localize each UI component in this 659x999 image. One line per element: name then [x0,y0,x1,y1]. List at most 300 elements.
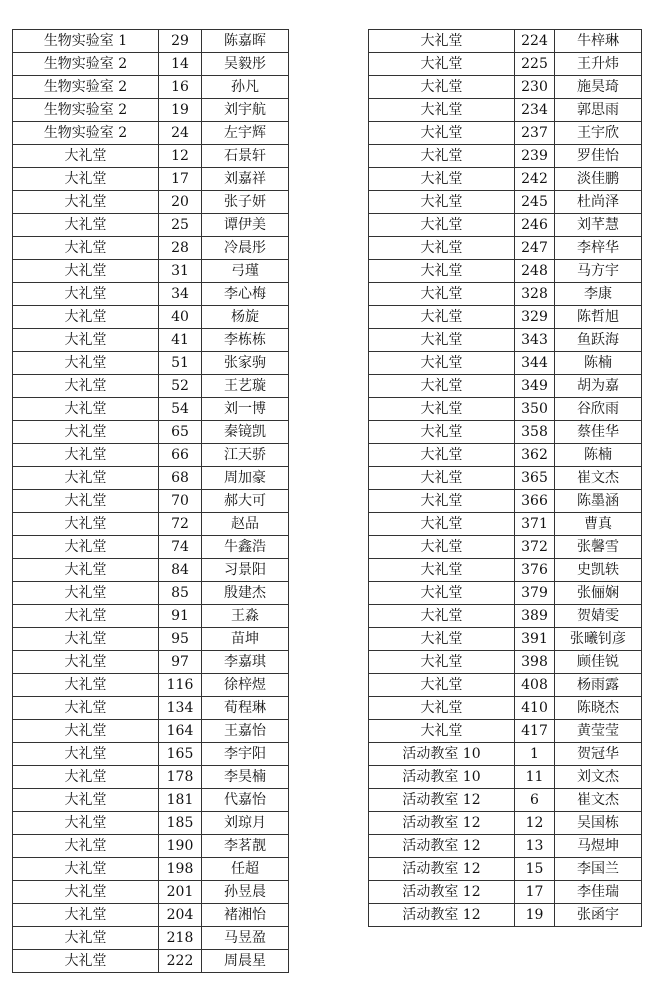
seat-number-cell: 371 [515,513,555,536]
room-cell: 大礼堂 [369,260,515,283]
seat-number-cell: 417 [515,720,555,743]
student-name-cell: 马方宇 [555,260,642,283]
room-cell: 大礼堂 [369,214,515,237]
seat-number-cell: 349 [515,375,555,398]
seat-number-cell: 40 [159,306,202,329]
seat-number-cell: 34 [159,283,202,306]
student-name-cell: 史凯轶 [555,559,642,582]
room-cell: 大礼堂 [13,145,159,168]
room-cell: 大礼堂 [369,329,515,352]
room-cell: 大礼堂 [13,513,159,536]
seat-number-cell: 344 [515,352,555,375]
room-cell: 大礼堂 [369,490,515,513]
room-cell: 大礼堂 [13,352,159,375]
table-row [13,628,289,651]
seat-number-cell: 343 [515,329,555,352]
student-name-cell: 陈楠 [555,444,642,467]
student-name-cell: 左宇辉 [202,122,289,145]
room-cell: 大礼堂 [369,467,515,490]
student-name-cell: 贺婧雯 [555,605,642,628]
table-row [13,605,289,628]
table-row [13,858,289,881]
table-row [13,421,289,444]
seat-number-cell: 185 [159,812,202,835]
seat-number-cell: 408 [515,674,555,697]
room-cell: 大礼堂 [369,444,515,467]
seat-number-cell: 19 [515,904,555,927]
seat-number-cell: 376 [515,559,555,582]
seat-number-cell: 201 [159,881,202,904]
student-name-cell: 陈嘉晖 [202,30,289,53]
room-cell: 大礼堂 [369,30,515,53]
seat-number-cell: 91 [159,605,202,628]
student-name-cell: 秦镜凯 [202,421,289,444]
room-cell: 大礼堂 [13,283,159,306]
table-row [369,835,642,858]
table-row [369,145,642,168]
table-row [369,536,642,559]
student-name-cell: 李昊楠 [202,766,289,789]
table-row [13,237,289,260]
table-row [369,421,642,444]
student-name-cell: 崔文杰 [555,789,642,812]
seat-number-cell: 6 [515,789,555,812]
room-cell: 生物实验室 2 [13,99,159,122]
table-row [13,835,289,858]
table-row [13,651,289,674]
table-row [369,375,642,398]
table-row [13,76,289,99]
table-row [13,720,289,743]
right-roster-table [368,29,642,927]
student-name-cell: 张馨雪 [555,536,642,559]
table-row [369,766,642,789]
room-cell: 生物实验室 1 [13,30,159,53]
table-row [369,214,642,237]
table-row [369,881,642,904]
student-name-cell: 李佳瑞 [555,881,642,904]
room-cell: 大礼堂 [369,421,515,444]
seat-number-cell: 97 [159,651,202,674]
seat-number-cell: 1 [515,743,555,766]
seat-number-cell: 72 [159,513,202,536]
student-name-cell: 赵品 [202,513,289,536]
student-name-cell: 刘嘉祥 [202,168,289,191]
seat-number-cell: 242 [515,168,555,191]
room-cell: 大礼堂 [13,191,159,214]
seat-number-cell: 17 [159,168,202,191]
table-row [369,697,642,720]
room-cell: 大礼堂 [369,720,515,743]
table-row [369,260,642,283]
room-cell: 大礼堂 [13,835,159,858]
student-name-cell: 王宇欣 [555,122,642,145]
seat-number-cell: 358 [515,421,555,444]
table-row [369,398,642,421]
student-name-cell: 刘一博 [202,398,289,421]
room-cell: 活动教室 12 [369,904,515,927]
student-name-cell: 徐梓煜 [202,674,289,697]
seat-number-cell: 372 [515,536,555,559]
table-row [369,789,642,812]
room-cell: 大礼堂 [369,283,515,306]
seat-number-cell: 25 [159,214,202,237]
student-name-cell: 周加豪 [202,467,289,490]
room-cell: 大礼堂 [13,789,159,812]
student-name-cell: 弓瑾 [202,260,289,283]
seat-number-cell: 181 [159,789,202,812]
seat-number-cell: 246 [515,214,555,237]
seat-number-cell: 15 [515,858,555,881]
room-cell: 大礼堂 [369,651,515,674]
table-row [13,812,289,835]
table-row [13,444,289,467]
seat-number-cell: 239 [515,145,555,168]
table-row [369,168,642,191]
room-cell: 活动教室 10 [369,743,515,766]
student-name-cell: 褚湘怡 [202,904,289,927]
seat-number-cell: 20 [159,191,202,214]
room-cell: 大礼堂 [369,559,515,582]
student-name-cell: 荀程琳 [202,697,289,720]
room-cell: 活动教室 10 [369,766,515,789]
room-cell: 大礼堂 [369,697,515,720]
table-row [369,605,642,628]
seat-number-cell: 237 [515,122,555,145]
student-name-cell: 杨旋 [202,306,289,329]
seat-number-cell: 65 [159,421,202,444]
table-row [13,766,289,789]
seat-number-cell: 52 [159,375,202,398]
table-row [13,881,289,904]
seat-number-cell: 350 [515,398,555,421]
seat-number-cell: 328 [515,283,555,306]
room-cell: 大礼堂 [369,513,515,536]
seat-number-cell: 204 [159,904,202,927]
room-cell: 大礼堂 [369,191,515,214]
room-cell: 大礼堂 [369,53,515,76]
seat-number-cell: 41 [159,329,202,352]
table-row [13,306,289,329]
room-cell: 大礼堂 [369,674,515,697]
table-row [13,30,289,53]
table-row [369,743,642,766]
seat-number-cell: 391 [515,628,555,651]
seat-number-cell: 230 [515,76,555,99]
student-name-cell: 任超 [202,858,289,881]
student-name-cell: 马煜坤 [555,835,642,858]
seat-number-cell: 198 [159,858,202,881]
table-row [369,53,642,76]
table-row [13,674,289,697]
student-name-cell: 张家驹 [202,352,289,375]
student-name-cell: 郝大可 [202,490,289,513]
table-row [369,283,642,306]
room-cell: 大礼堂 [13,743,159,766]
seat-number-cell: 70 [159,490,202,513]
table-row [369,674,642,697]
seat-number-cell: 164 [159,720,202,743]
student-name-cell: 李心梅 [202,283,289,306]
student-name-cell: 苗坤 [202,628,289,651]
room-cell: 大礼堂 [13,421,159,444]
room-cell: 大礼堂 [13,674,159,697]
table-row [13,352,289,375]
room-cell: 大礼堂 [13,950,159,973]
student-name-cell: 曹真 [555,513,642,536]
table-row [13,582,289,605]
seat-number-cell: 12 [515,812,555,835]
student-name-cell: 王升炜 [555,53,642,76]
left-roster-table [12,29,289,973]
table-row [369,306,642,329]
room-cell: 大礼堂 [13,881,159,904]
room-cell: 活动教室 12 [369,789,515,812]
table-row [369,99,642,122]
seat-number-cell: 14 [159,53,202,76]
right-roster-body [369,30,642,927]
table-row [13,260,289,283]
student-name-cell: 淡佳鹏 [555,168,642,191]
table-row [369,329,642,352]
room-cell: 大礼堂 [13,651,159,674]
room-cell: 大礼堂 [13,720,159,743]
seat-number-cell: 16 [159,76,202,99]
table-row [369,191,642,214]
room-cell: 活动教室 12 [369,812,515,835]
table-row [13,214,289,237]
seat-number-cell: 54 [159,398,202,421]
room-cell: 大礼堂 [369,536,515,559]
seat-number-cell: 84 [159,559,202,582]
seat-number-cell: 379 [515,582,555,605]
left-roster-body [13,30,289,973]
table-row [369,237,642,260]
room-cell: 活动教室 12 [369,881,515,904]
student-name-cell: 李宇阳 [202,743,289,766]
student-name-cell: 王艺璇 [202,375,289,398]
room-cell: 大礼堂 [369,237,515,260]
seat-number-cell: 222 [159,950,202,973]
table-row [13,536,289,559]
table-row [369,490,642,513]
student-name-cell: 陈楠 [555,352,642,375]
table-row [369,467,642,490]
seat-number-cell: 116 [159,674,202,697]
student-name-cell: 刘琼月 [202,812,289,835]
room-cell: 大礼堂 [369,605,515,628]
student-name-cell: 崔文杰 [555,467,642,490]
student-name-cell: 鱼跃海 [555,329,642,352]
student-name-cell: 贺冠华 [555,743,642,766]
table-row [13,904,289,927]
room-cell: 生物实验室 2 [13,76,159,99]
student-name-cell: 马昱盈 [202,927,289,950]
table-row [369,904,642,927]
student-name-cell: 李康 [555,283,642,306]
student-name-cell: 李栋栋 [202,329,289,352]
student-name-cell: 施昊琦 [555,76,642,99]
table-row [369,812,642,835]
seat-number-cell: 11 [515,766,555,789]
seat-number-cell: 74 [159,536,202,559]
room-cell: 大礼堂 [13,858,159,881]
room-cell: 大礼堂 [13,605,159,628]
room-cell: 大礼堂 [13,467,159,490]
student-name-cell: 周晨星 [202,950,289,973]
table-row [13,375,289,398]
student-name-cell: 刘宇航 [202,99,289,122]
seat-number-cell: 190 [159,835,202,858]
seat-number-cell: 66 [159,444,202,467]
student-name-cell: 谭伊美 [202,214,289,237]
student-name-cell: 代嘉怡 [202,789,289,812]
seat-number-cell: 389 [515,605,555,628]
room-cell: 大礼堂 [13,237,159,260]
room-cell: 大礼堂 [369,352,515,375]
table-row [13,559,289,582]
student-name-cell: 孙昱晨 [202,881,289,904]
room-cell: 大礼堂 [369,145,515,168]
table-row [13,99,289,122]
seat-number-cell: 245 [515,191,555,214]
seat-number-cell: 134 [159,697,202,720]
seat-number-cell: 224 [515,30,555,53]
table-row [369,513,642,536]
table-row [13,398,289,421]
student-name-cell: 胡为嘉 [555,375,642,398]
seat-number-cell: 362 [515,444,555,467]
room-cell: 大礼堂 [13,398,159,421]
room-cell: 大礼堂 [13,444,159,467]
seat-number-cell: 225 [515,53,555,76]
student-name-cell: 蔡佳华 [555,421,642,444]
student-name-cell: 李嘉琪 [202,651,289,674]
seat-number-cell: 410 [515,697,555,720]
seat-number-cell: 68 [159,467,202,490]
student-name-cell: 张曦钊彦 [555,628,642,651]
room-cell: 活动教室 12 [369,835,515,858]
room-cell: 大礼堂 [369,122,515,145]
table-row [13,490,289,513]
student-name-cell: 刘芊慧 [555,214,642,237]
student-name-cell: 吴国栋 [555,812,642,835]
table-row [369,628,642,651]
room-cell: 大礼堂 [13,582,159,605]
student-name-cell: 习景阳 [202,559,289,582]
room-cell: 生物实验室 2 [13,122,159,145]
student-name-cell: 冷晨彤 [202,237,289,260]
seat-number-cell: 24 [159,122,202,145]
seat-number-cell: 51 [159,352,202,375]
table-row [13,467,289,490]
room-cell: 活动教室 12 [369,858,515,881]
room-cell: 大礼堂 [13,766,159,789]
student-name-cell: 张俪娴 [555,582,642,605]
table-row [13,329,289,352]
seat-number-cell: 329 [515,306,555,329]
room-cell: 大礼堂 [369,628,515,651]
table-row [369,76,642,99]
room-cell: 大礼堂 [369,398,515,421]
table-row [13,743,289,766]
student-name-cell: 牛鑫浩 [202,536,289,559]
room-cell: 大礼堂 [13,536,159,559]
room-cell: 大礼堂 [13,904,159,927]
student-name-cell: 杜尚泽 [555,191,642,214]
student-name-cell: 李梓华 [555,237,642,260]
room-cell: 大礼堂 [369,306,515,329]
table-row [13,789,289,812]
table-row [369,122,642,145]
room-cell: 大礼堂 [369,582,515,605]
room-cell: 生物实验室 2 [13,53,159,76]
seat-number-cell: 366 [515,490,555,513]
table-row [13,283,289,306]
room-cell: 大礼堂 [13,375,159,398]
student-name-cell: 陈哲旭 [555,306,642,329]
room-cell: 大礼堂 [13,628,159,651]
student-name-cell: 江天骄 [202,444,289,467]
table-row [13,697,289,720]
seat-number-cell: 165 [159,743,202,766]
room-cell: 大礼堂 [369,99,515,122]
room-cell: 大礼堂 [13,214,159,237]
table-row [13,122,289,145]
student-name-cell: 郭思雨 [555,99,642,122]
room-cell: 大礼堂 [13,260,159,283]
student-name-cell: 石景轩 [202,145,289,168]
seat-number-cell: 365 [515,467,555,490]
room-cell: 大礼堂 [369,168,515,191]
seat-number-cell: 19 [159,99,202,122]
room-cell: 大礼堂 [13,168,159,191]
room-cell: 大礼堂 [13,927,159,950]
student-name-cell: 黄莹莹 [555,720,642,743]
room-cell: 大礼堂 [13,490,159,513]
table-row [369,30,642,53]
room-cell: 大礼堂 [369,375,515,398]
student-name-cell: 谷欣雨 [555,398,642,421]
student-name-cell: 李国兰 [555,858,642,881]
table-row [13,927,289,950]
seat-number-cell: 398 [515,651,555,674]
table-row [13,513,289,536]
student-name-cell: 陈墨涵 [555,490,642,513]
student-name-cell: 张子妍 [202,191,289,214]
room-cell: 大礼堂 [13,306,159,329]
student-name-cell: 殷建杰 [202,582,289,605]
room-cell: 大礼堂 [369,76,515,99]
student-name-cell: 刘文杰 [555,766,642,789]
room-cell: 大礼堂 [13,697,159,720]
table-row [369,651,642,674]
table-row [369,582,642,605]
seat-number-cell: 248 [515,260,555,283]
table-row [369,352,642,375]
student-name-cell: 杨雨露 [555,674,642,697]
seat-number-cell: 178 [159,766,202,789]
student-name-cell: 孙凡 [202,76,289,99]
table-row [13,950,289,973]
table-row [13,168,289,191]
seat-number-cell: 29 [159,30,202,53]
seat-number-cell: 95 [159,628,202,651]
seat-number-cell: 12 [159,145,202,168]
student-name-cell: 王淼 [202,605,289,628]
seat-number-cell: 234 [515,99,555,122]
seat-number-cell: 85 [159,582,202,605]
